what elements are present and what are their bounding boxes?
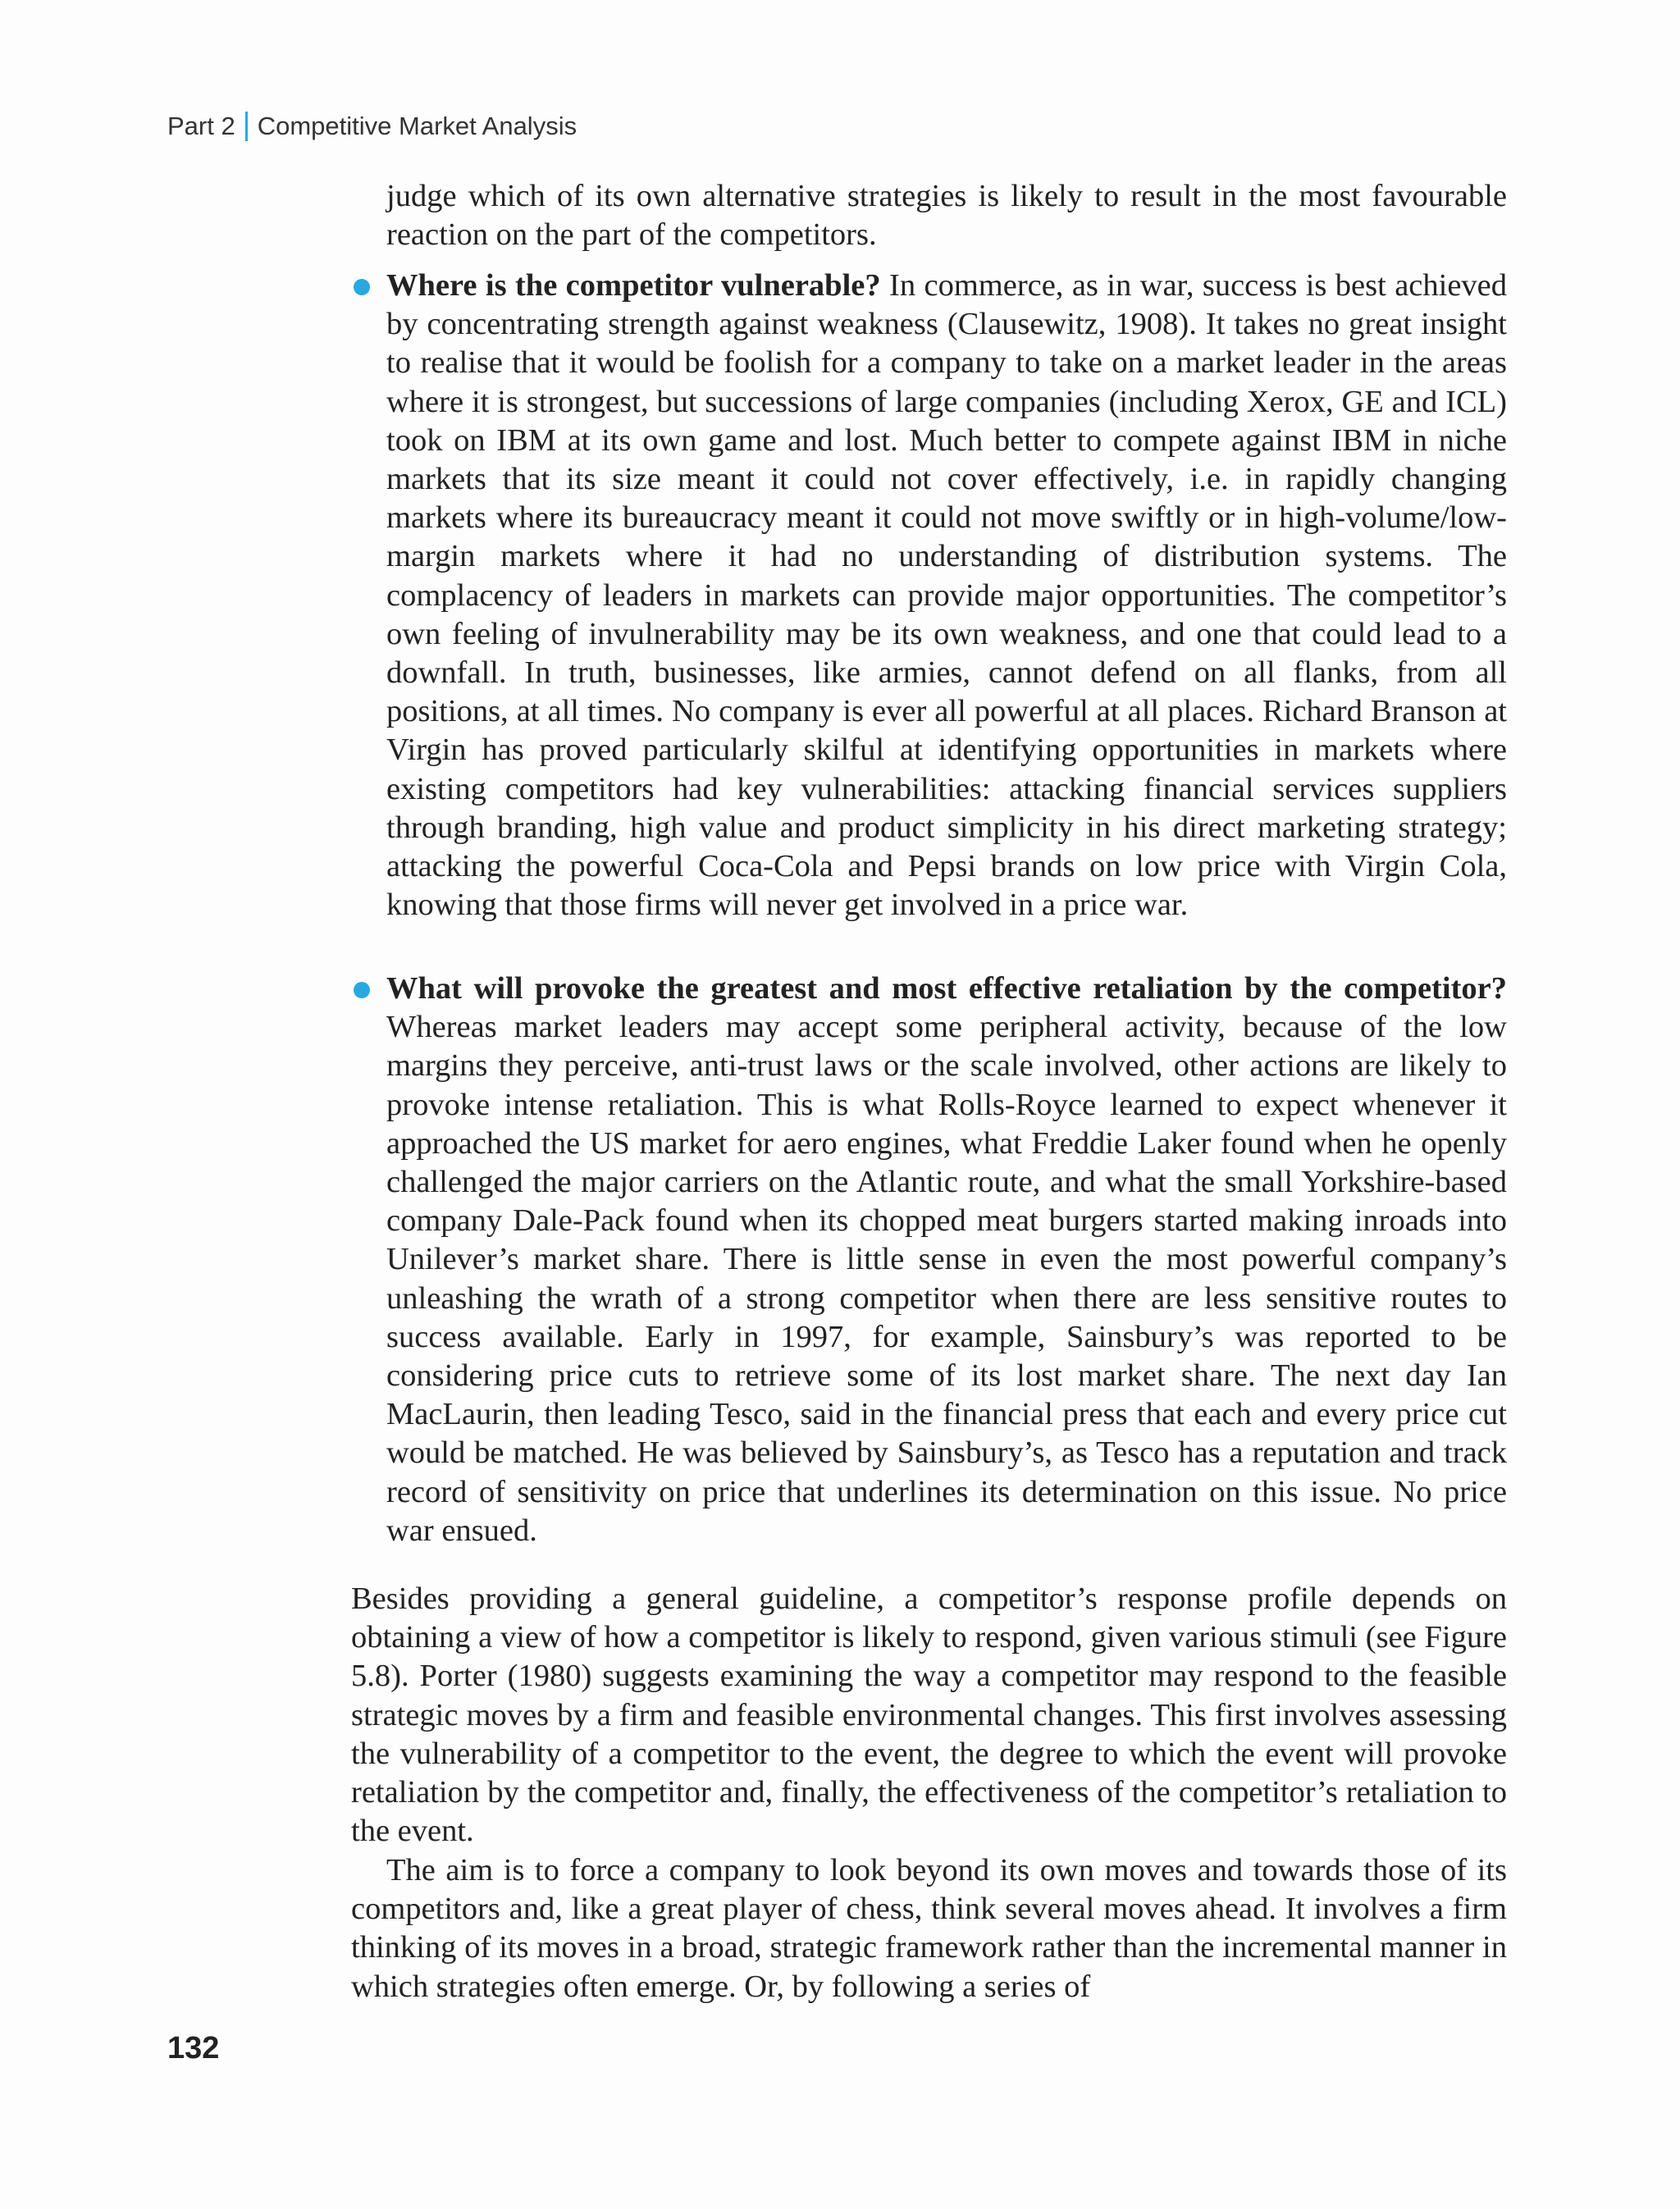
- bullet-text: Whereas market leaders may accept some peripheral activity, because of the low margins they perceive, anti-trust laws or the scale involved, other actions are likely to provoke intense retaliation. This is what Rolls-Royce learned to expect whenever it approached the US market for aero engines, what Freddie Laker found when he openly challenged the major carriers on the Atlantic route, and what the small Yorkshire-based company Dale-Pack found when its chopped meat burgers started making inroads into Unilever’s market share. There is little sense in even the most powerful company’s unleashing the wrath of a strong competitor when there are less sensitive routes to success available. Early in 1997, for example, Sainsbury’s was reported to be considering price cuts to retrieve some of its lost market share. The next day Ian MacLaurin, then leading Tesco, said in the financial press that each and every price cut would be matched. He was believed by Sainsbury’s, as Tesco has a reputation and track record of sensitivity on price that underlines its determination on this issue. No price war ensued.: [386, 1010, 1507, 1548]
- bullet-icon: [354, 982, 370, 998]
- bullet-lead: Where is the competitor vulnerable?: [386, 268, 881, 303]
- bullet-item-retaliation: [386, 970, 1507, 1550]
- paragraph-aim: The aim is to force a company to look beyond its own moves and towards those of its competitors and, like a great player of chess, think several moves ahead. It involves a firm thinking of its moves in a broad, strategic framework rather than the incremental manner in which strategies often emerge. Or, by following a series of: [351, 1853, 1507, 2004]
- paragraph-response-profile: Besides providing a general guideline, a competitor’s response profile depends on obtaining a view of how a competitor is likely to respond, given various stimuli (see Figure 5.8). Porter (1980) suggests examining the way a competitor may respond to the feasible strategic moves by a firm and feasible environmental changes. This first involves assessing the vulnerability of a competitor to the event, the degree to which the event will provoke retaliation by the competitor and, finally, the effectiveness of the competitor’s retaliation to the event.: [351, 1581, 1507, 1849]
- bullet-icon: [354, 279, 370, 295]
- continued-bullet-text: judge which of its own alternative strategies is likely to result in the most favourable reaction on the part of the competitors.: [386, 179, 1507, 253]
- bullet-lead: What will provoke the greatest and most effective retaliation by the competitor?: [386, 971, 1507, 1006]
- section-title: Competitive Market Analysis: [257, 112, 578, 140]
- page-number: 132: [167, 2031, 220, 2065]
- part-label: Part 2: [167, 112, 235, 140]
- bullet-text: In commerce, as in war, success is best achieved by concentrating strength against weakness (Clausewitz, 1908). It takes no great insight to realise that it would be foolish for a company to take on a market leader in the areas where it is strongest, but successions of large companies (including Xerox, GE and ICL) took on IBM at its own game and lost. Much better to compete against IBM in niche markets that its size meant it could not cover effectively, i.e. in rapidly changing markets where its bureaucracy meant it could not move swiftly or in high-volume/low-margin markets where it had no understanding of distribution systems. The complacency of leaders in markets can provide major opportunities. The competitor’s own feeling of invulnerability may be its own weakness, and one that could lead to a downfall. In truth, businesses, like armies, cannot defend on all flanks, from all positions, at all times. No company is ever all powerful at all places. Richard Branson at Virgin has proved particularly skilful at identifying opportunities in markets where existing competitors had key vulnerabilities: attacking financial services suppliers through branding, high value and product simplicity in his direct marketing strategy; attacking the powerful Coca-Cola and Pepsi brands on low price with Virgin Cola, knowing that those firms will never get involved in a price war.: [386, 268, 1507, 923]
- running-head: [167, 112, 577, 141]
- bullet-item-vulnerable: [386, 267, 1507, 924]
- header-divider: [245, 112, 248, 141]
